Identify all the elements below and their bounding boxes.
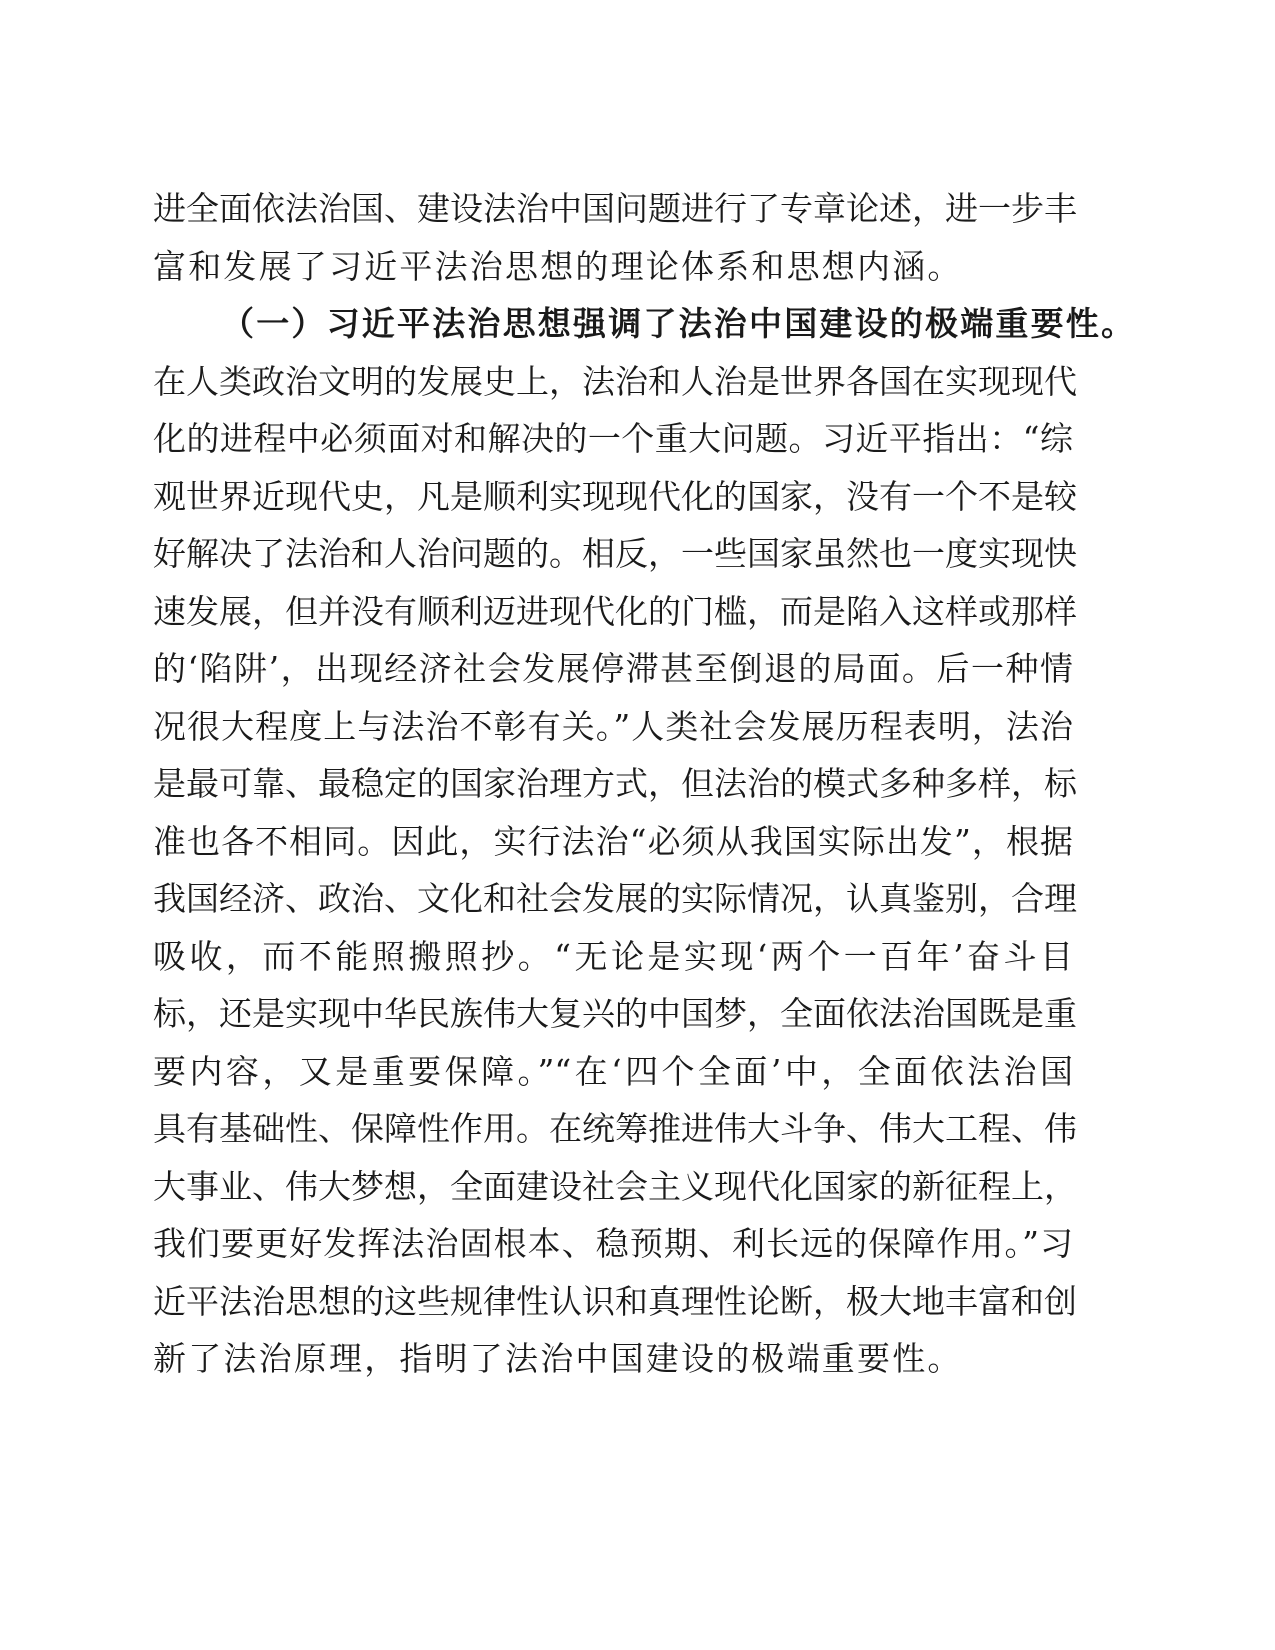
section-heading: （一）习近平法治思想强调了法治中国建设的极端重要性。 (221, 304, 1137, 343)
text-line: 观世界近现代史，凡是顺利实现现代化的国家，没有一个不是较 (153, 476, 1077, 516)
text-line: 的‘陷阱’，出现经济社会发展停滞甚至倒退的局面。后一种情 (153, 649, 1073, 688)
text-line: 速发展，但并没有顺利迈进现代化的门槛，而是陷入这样或那样 (153, 591, 1077, 631)
text-line: 大事业、伟大梦想，全面建设社会主义现代化国家的新征程上， (153, 1166, 1077, 1206)
text-line: 吸收，而不能照搬照抄。“无论是实现‘两个一百年’奋斗目 (153, 936, 1073, 976)
text-line: 化的进程中必须面对和解决的一个重大问题。习近平指出：“综 (153, 419, 1073, 458)
text-line: 好解决了法治和人治问题的。相反，一些国家虽然也一度实现快 (153, 534, 1077, 573)
text-line: 进全面依法治国、建设法治中国问题进行了专章论述，进一步丰 (153, 189, 1077, 228)
body-text (153, 180, 1137, 1388)
text-line: 况很大程度上与法治不彰有关。”人类社会发展历程表明，法治 (153, 706, 1073, 746)
text-line: 新了法治原理，指明了法治中国建设的极端重要性。 (153, 1339, 963, 1378)
text-line: 我国经济、政治、文化和社会发展的实际情况，认真鉴别，合理 (153, 879, 1077, 918)
text-line: 近平法治思想的这些规律性认识和真理性论断，极大地丰富和创 (153, 1281, 1077, 1321)
text-line: 是最可靠、最稳定的国家治理方式，但法治的模式多种多样，标 (153, 764, 1077, 803)
text-line: 标，还是实现中华民族伟大复兴的中国梦，全面依法治国既是重 (153, 994, 1077, 1033)
text-line: 我们要更好发挥法治固根本、稳预期、利长远的保障作用。”习 (153, 1224, 1073, 1263)
text-line: 富和发展了习近平法治思想的理论体系和思想内涵。 (153, 246, 963, 286)
text-line: 要内容，又是重要保障。”“在‘四个全面’中，全面依法治国 (153, 1051, 1073, 1091)
text-line: 准也各不相同。因此，实行法治“必须从我国实际出发”，根据 (153, 821, 1073, 861)
text-line: 在人类政治文明的发展史上，法治和人治是世界各国在实现现代 (153, 361, 1077, 401)
text-line: 具有基础性、保障性作用。在统筹推进伟大斗争、伟大工程、伟 (153, 1109, 1077, 1148)
